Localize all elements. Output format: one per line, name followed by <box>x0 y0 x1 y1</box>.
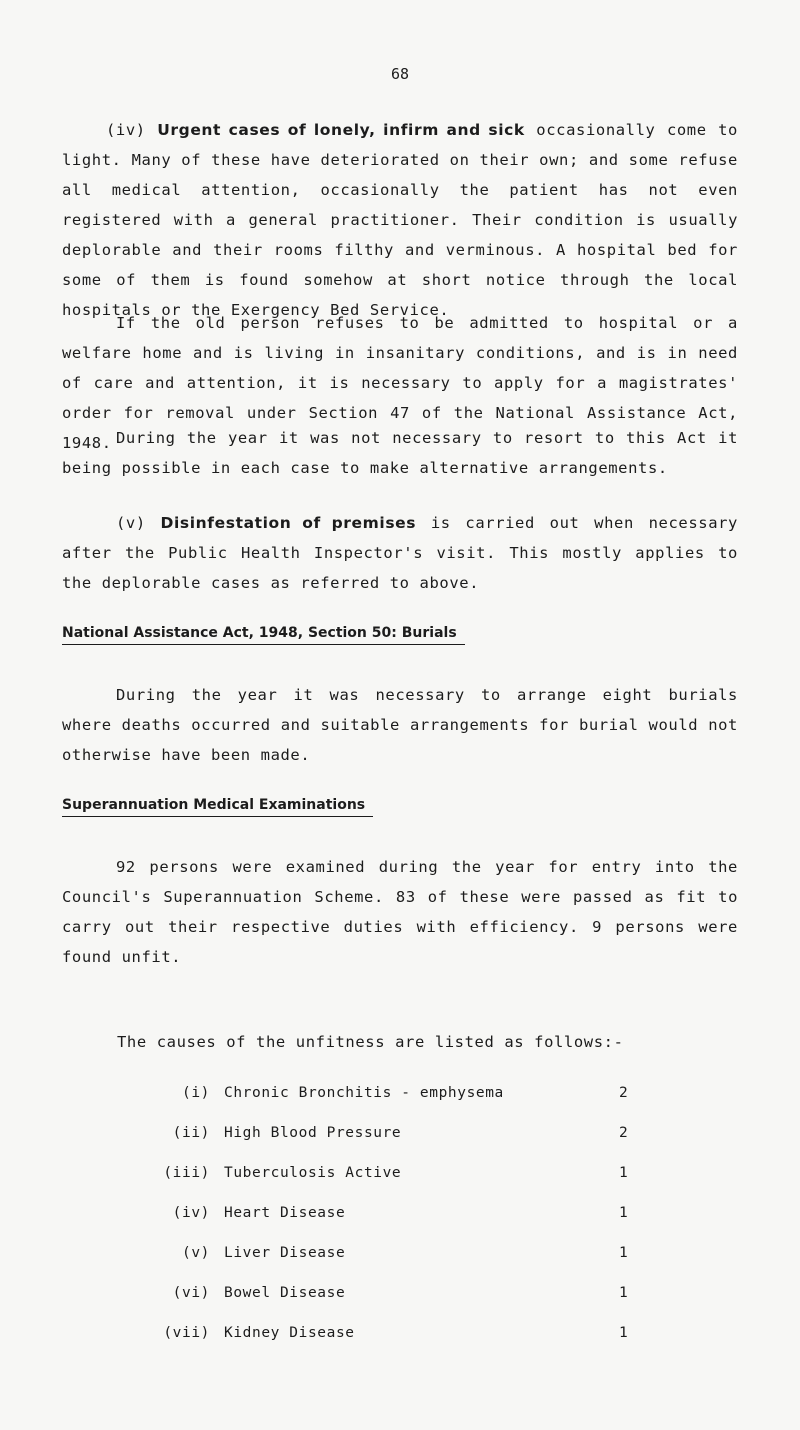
cause-count: 1 <box>619 1325 629 1341</box>
cause-count: 1 <box>619 1205 629 1221</box>
cause-number: (i) <box>182 1085 210 1101</box>
cause-label: Tuberculosis Active <box>224 1165 402 1181</box>
cause-count: 1 <box>619 1245 629 1261</box>
cause-label: High Blood Pressure <box>224 1125 402 1141</box>
cause-number: (vi) <box>172 1285 210 1301</box>
cause-count: 1 <box>619 1165 629 1181</box>
cause-count: 2 <box>619 1125 629 1141</box>
cause-number: (ii) <box>172 1125 210 1141</box>
list-item <box>0 1165 800 1189</box>
list-item <box>0 1285 800 1309</box>
cause-label: Bowel Disease <box>224 1285 346 1301</box>
list-item <box>0 1085 800 1109</box>
cause-number: (vii) <box>163 1325 210 1341</box>
page-number: 68 <box>390 65 410 83</box>
cause-label: Kidney Disease <box>224 1325 355 1341</box>
list-item <box>0 1205 800 1229</box>
paragraph-urgent-text: occasionally come to light. Many of these have deteriorated on their own; and some refuse all medical attention, occasionally the patient has not even registered with a general practitioner. Their condition is usually deplorable and their rooms filthy and verminous. A hospital bed for some of them is found somehow at short notice through the local hospitals or the Exergency Bed Service. <box>62 121 738 319</box>
cause-number: (v) <box>182 1245 210 1261</box>
list-item <box>0 1325 800 1349</box>
paragraph-disinfestation-lead: (v) <box>116 514 161 532</box>
cause-number: (iii) <box>163 1165 210 1181</box>
paragraph-disinfestation <box>62 508 738 598</box>
paragraph-urgent-cases <box>62 115 738 325</box>
list-item <box>0 1245 800 1269</box>
cause-count: 2 <box>619 1085 629 1101</box>
paragraph-removal-order: If the old person refuses to be admitted to hospital or a welfare home and is living in insanitary conditions, and is in need of care and attention, it is necessary to apply for a magistrates' order for removal under Section 47 of the National Assistance Act, 1948. <box>62 314 738 452</box>
cause-number: (iv) <box>172 1205 210 1221</box>
cause-label: Liver Disease <box>224 1245 346 1261</box>
paragraph-urgent-lead: (iv) <box>106 121 158 139</box>
heading-burials: National Assistance Act, 1948, Section 50: Burials <box>62 625 465 645</box>
paragraph-burials: During the year it was necessary to arrange eight burials where deaths occurred and suitable arrangements for burial would not otherwise have been made. <box>62 686 738 764</box>
cause-label: Chronic Bronchitis - emphysema <box>224 1085 504 1101</box>
paragraph-disinfestation-text: is carried out when necessary after the Public Health Inspector's visit. This mostly applies to the deplorable cases as referred to above. <box>62 514 738 592</box>
paragraph-disinfestation-bold: Disinfestation of premises <box>160 514 417 532</box>
cause-count: 1 <box>619 1285 629 1301</box>
paragraph-superannuation: 92 persons were examined during the year for entry into the Council's Superannuation Scheme. 83 of these were passed as fit to carry out their respective duties with efficiency. 9 persons were found unfit. <box>62 858 738 966</box>
list-item <box>0 1125 800 1149</box>
causes-intro: The causes of the unfitness are listed as follows:- <box>117 1033 624 1051</box>
paragraph-urgent-bold: Urgent cases of lonely, infirm and sick <box>157 121 525 139</box>
cause-label: Heart Disease <box>224 1205 346 1221</box>
heading-superannuation: Superannuation Medical Examinations <box>62 797 373 817</box>
paragraph-no-resort: During the year it was not necessary to resort to this Act it being possible in each case to make alternative arrangements. <box>62 429 738 477</box>
